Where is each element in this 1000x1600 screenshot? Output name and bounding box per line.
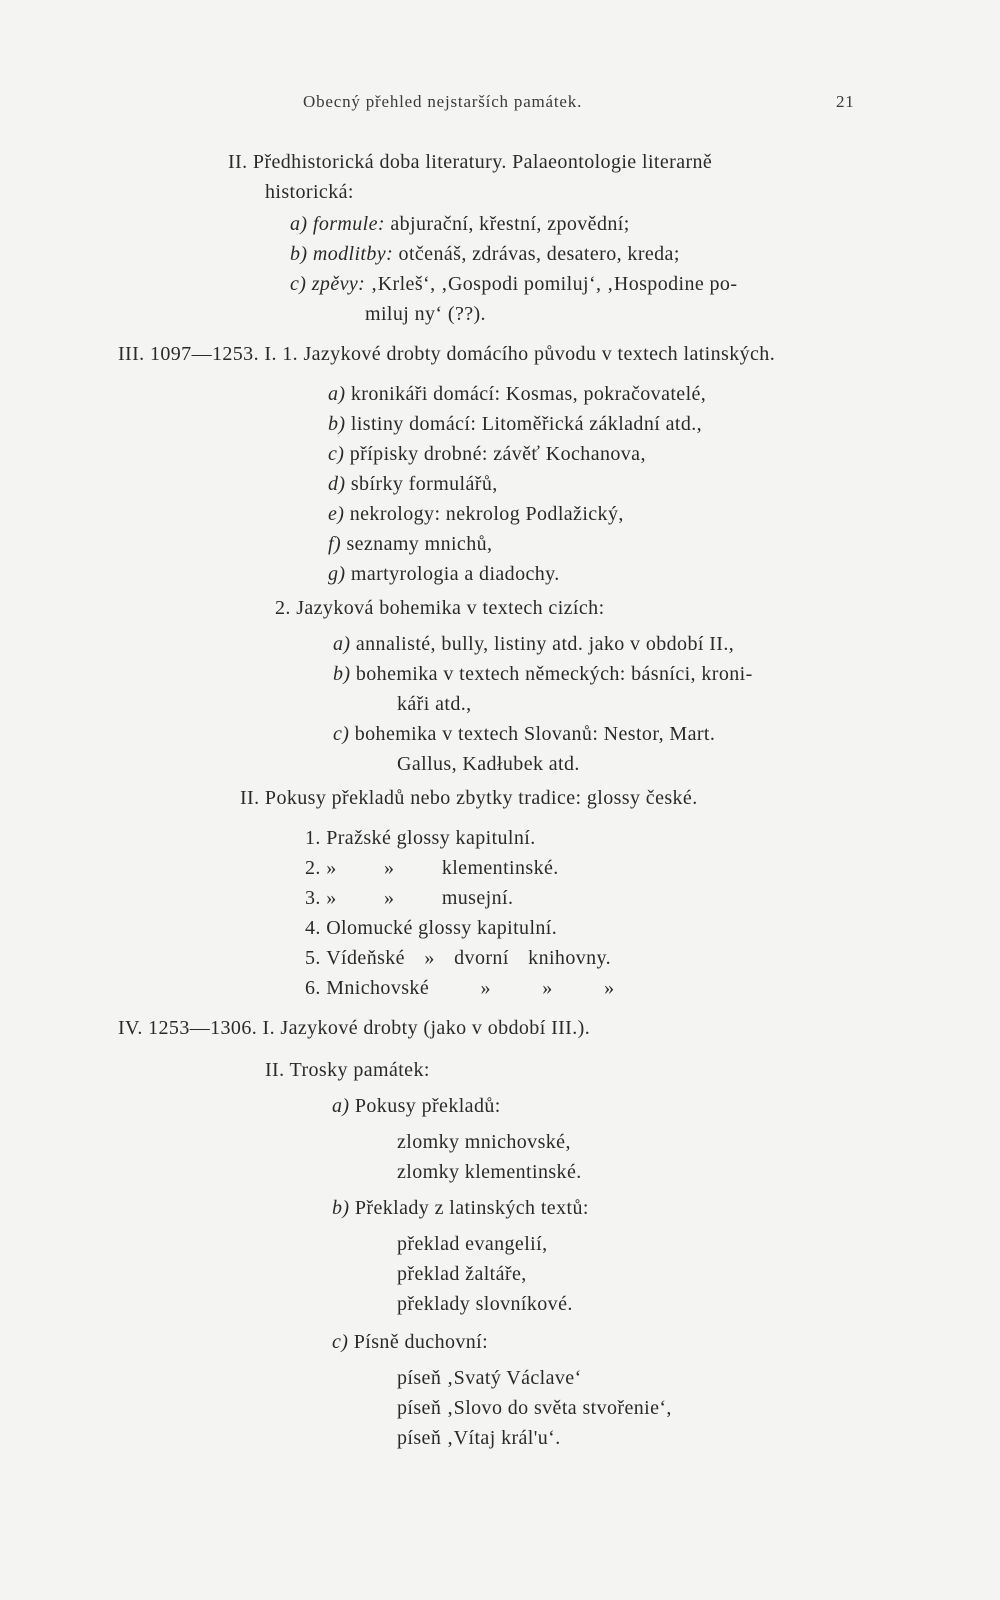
section-ii-item-b (290, 242, 680, 266)
section-iii-item-b (328, 412, 702, 436)
glossy-text: » » klementinské. (326, 857, 559, 879)
item-text: otčenáš, zdrávas, desatero, kreda; (398, 243, 680, 265)
glossy-number: 6. (305, 977, 321, 999)
item-term: modlitby: (312, 243, 394, 265)
glossy-number: 5. (305, 947, 321, 969)
section-iii-item-d (328, 472, 498, 496)
item-label: e) (328, 503, 345, 525)
section-iv-group-b-title (332, 1196, 589, 1220)
section-iv-group-a-title (332, 1094, 501, 1118)
section-iv-part2-heading: II. Trosky památek: (265, 1059, 430, 1081)
item-text: přípisky drobné: závěť Kochanova, (349, 443, 646, 465)
section-iii-sub2-item-b-cont: káři atd., (397, 693, 472, 715)
section-iii-sub2-item-c-cont: Gallus, Kadłubek atd. (397, 753, 580, 775)
item-text: listiny domácí: Litoměřická základní atd., (350, 413, 703, 435)
glossy-number: 3. (305, 887, 321, 909)
glossy-item-4 (305, 916, 557, 940)
item-text: annalisté, bully, listiny atd. jako v období II., (355, 633, 735, 655)
section-iii-heading: III. 1097—1253. I. 1. Jazykové drobty domácího původu v textech latinských. (118, 343, 776, 365)
page-number: 21 (836, 92, 855, 111)
section-ii-item-c (290, 272, 737, 296)
section-iii-item-g (328, 562, 560, 586)
item-label: b) (290, 243, 308, 265)
item-label: g) (328, 563, 346, 585)
item-text: nekrology: nekrolog Podlažický, (349, 503, 624, 525)
item-term: formule: (312, 213, 385, 235)
glossy-item-2 (305, 856, 559, 880)
item-text: seznamy mnichů, (346, 533, 493, 555)
section-iii-sub2-item-a (333, 632, 734, 656)
glossy-number: 2. (305, 857, 321, 879)
glossy-number: 4. (305, 917, 321, 939)
item-text: sbírky formulářů, (350, 473, 498, 495)
item-text: abjurační, křestní, zpovědní; (390, 213, 630, 235)
section-iii-sub2-heading: 2. Jazyková bohemika v textech cizích: (275, 597, 605, 619)
section-iv-group-c-entry-2: píseň ‚Slovo do světa stvořenie‘, (397, 1397, 672, 1419)
group-label: b) (332, 1197, 350, 1219)
item-label: f) (328, 533, 342, 555)
running-title: Obecný přehled nejstarších památek. (303, 92, 583, 111)
glossy-text: Olomucké glossy kapitulní. (326, 917, 558, 939)
section-iv-group-c-title (332, 1330, 488, 1354)
section-iii-item-f (328, 532, 492, 556)
section-ii-continuation: miluj ny‘ (??). (365, 303, 486, 325)
item-text: bohemika v textech Slovanů: Nestor, Mart. (354, 723, 716, 745)
item-label: c) (290, 273, 307, 295)
group-title: Písně duchovní: (353, 1331, 489, 1353)
glossy-text: Pražské glossy kapitulní. (326, 827, 536, 849)
group-title: Pokusy překladů: (354, 1095, 501, 1117)
item-text: ‚Krleš‘, ‚Gospodi pomiluj‘, ‚Hospodine po- (370, 273, 738, 295)
glossy-number: 1. (305, 827, 321, 849)
section-iii-sub2-item-c (333, 722, 715, 746)
item-label: b) (328, 413, 346, 435)
item-term: zpěvy: (311, 273, 366, 295)
item-label: c) (328, 443, 345, 465)
section-iv-group-b-entry-3: překlady slovníkové. (397, 1293, 573, 1315)
item-label: d) (328, 473, 346, 495)
section-ii-line-2: historická: (265, 181, 354, 203)
section-iii-item-e (328, 502, 624, 526)
section-iii-part2-heading: II. Pokusy překladů nebo zbytky tradice: glossy české. (240, 787, 698, 809)
glossy-item-1 (305, 826, 536, 850)
group-title: Překlady z latinských textů: (354, 1197, 589, 1219)
item-text: martyrologia a diadochy. (350, 563, 560, 585)
section-iv-group-c-entry-3: píseň ‚Vítaj král'u‘. (397, 1427, 561, 1449)
section-iv-group-a-entry-1: zlomky mnichovské, (397, 1131, 571, 1153)
glossy-item-5 (305, 946, 611, 970)
item-label: a) (290, 213, 308, 235)
group-label: c) (332, 1331, 349, 1353)
item-text: bohemika v textech německých: básníci, kroni- (355, 663, 753, 685)
item-label: b) (333, 663, 351, 685)
item-label: c) (333, 723, 350, 745)
glossy-text: Mnichovské » » » (326, 977, 615, 999)
glossy-item-6 (305, 976, 615, 1000)
glossy-text: Vídeňské » dvorní knihovny. (326, 947, 612, 969)
item-text: kronikáři domácí: Kosmas, pokračovatelé, (350, 383, 707, 405)
item-label: a) (328, 383, 346, 405)
section-iv-heading: IV. 1253—1306. I. Jazykové drobty (jako v období III.). (118, 1017, 591, 1039)
section-ii-item-a (290, 212, 630, 236)
section-iii-sub2-item-b (333, 662, 753, 686)
section-iv-group-a-entry-2: zlomky klementinské. (397, 1161, 582, 1183)
section-iv-group-b-entry-2: překlad žaltáře, (397, 1263, 527, 1285)
section-iii-item-c (328, 442, 646, 466)
item-label: a) (333, 633, 351, 655)
section-iii-item-a (328, 382, 706, 406)
section-iv-group-c-entry-1: píseň ‚Svatý Václave‘ (397, 1367, 582, 1389)
section-iv-group-b-entry-1: překlad evangelií, (397, 1233, 548, 1255)
group-label: a) (332, 1095, 350, 1117)
section-ii-line-1: II. Předhistorická doba literatury. Palaeontologie literarně (228, 151, 713, 173)
glossy-item-3 (305, 886, 513, 910)
glossy-text: » » musejní. (326, 887, 514, 909)
